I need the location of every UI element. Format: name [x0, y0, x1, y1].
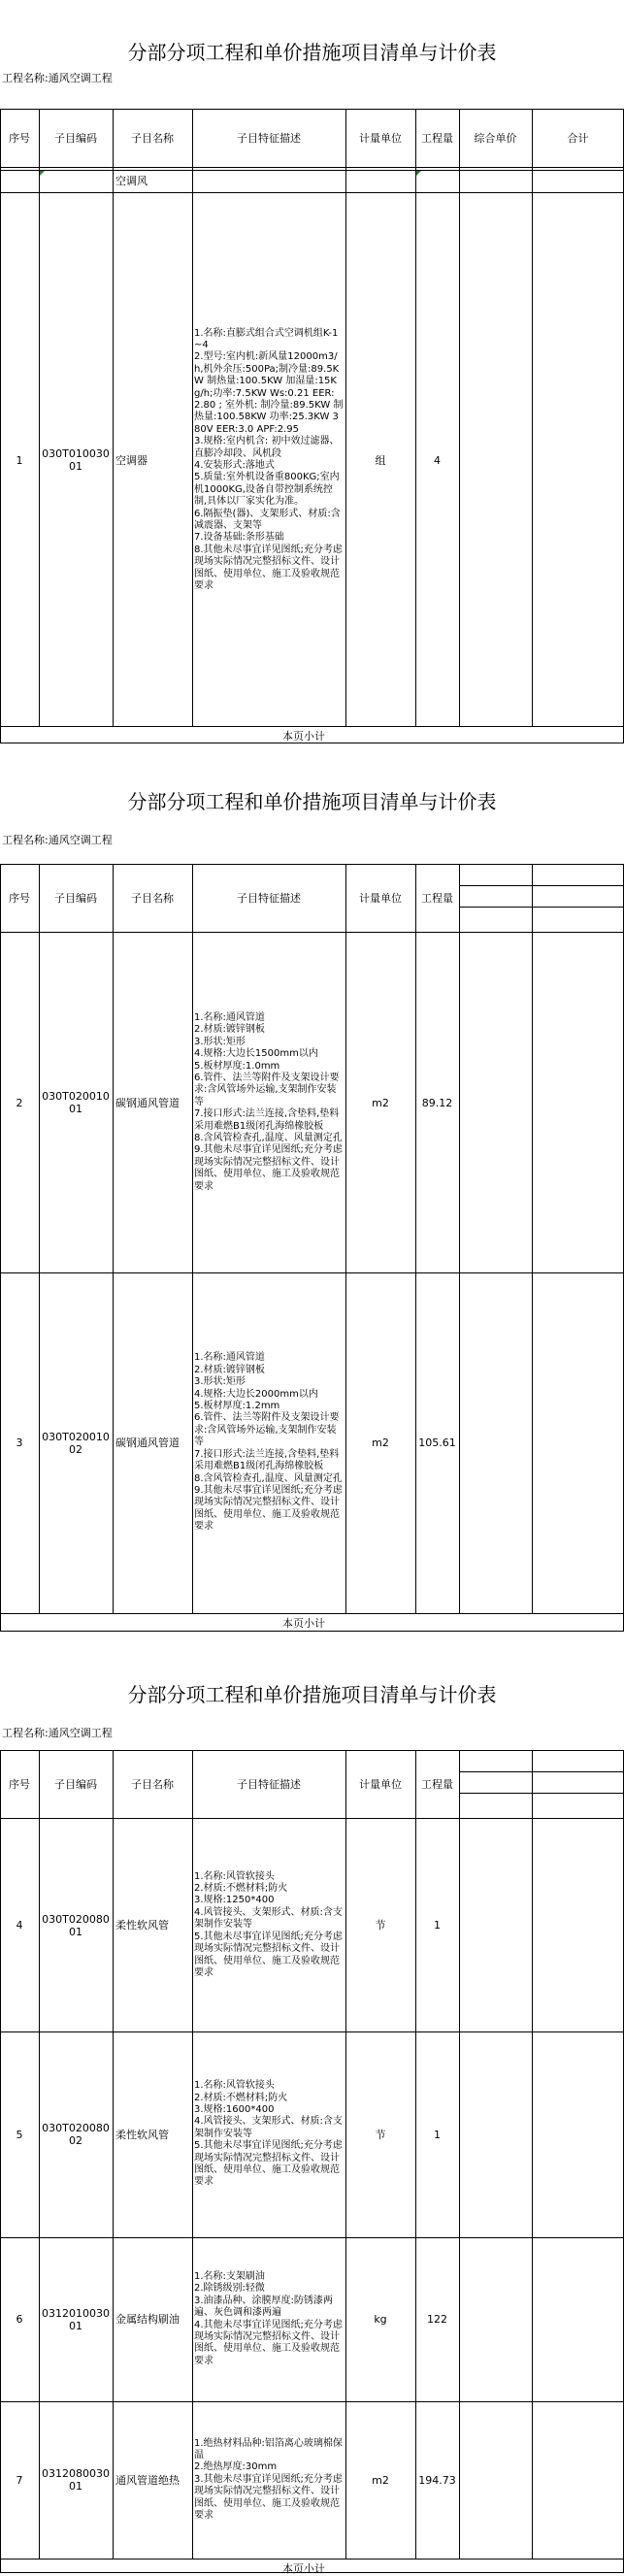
row-seq-text: 3	[16, 1437, 23, 1449]
item-name-text: 空调器	[115, 453, 148, 467]
header-seq: 序号	[9, 131, 30, 145]
row-seq	[0, 1819, 39, 2031]
item-unit	[345, 2237, 415, 2401]
item-description-text: 1.名称:通风管道 2.材质:镀锌钢板 3.形状:矩形 4.规格:大边长1500mm以内 5.板材厚度:1.0mm 6.管件、法兰等附件及支架设计要求:含风管场外运输,支架制作安装等 7.接口形式:法兰连接,含垫料,垫料采用难燃B1级闭孔海绵橡胶板 8.含风管检查孔,温度、风量测定孔 9.其他未尽事宜详见图纸;充分考虑现场实际情况完整招标文件、设计图纸、使用单位、施工及验收规范要求	[194, 1011, 343, 1192]
column-line	[532, 109, 533, 726]
column-line	[459, 1750, 460, 2559]
item-description	[192, 933, 345, 1272]
column-line	[192, 864, 193, 1613]
header-seq: 序号	[9, 1777, 30, 1791]
item-quantity	[415, 1819, 459, 2031]
item-description	[192, 1272, 345, 1613]
item-code-text: 030T02008002	[42, 2122, 110, 2147]
item-description	[192, 2237, 345, 2401]
item-unit-text: m2	[372, 2473, 389, 2487]
section-top-line	[0, 170, 624, 171]
row-seq	[0, 2031, 39, 2237]
header-bottom-line	[0, 167, 624, 168]
item-description	[192, 1819, 345, 2031]
row-seq	[0, 1272, 39, 1613]
column-line	[415, 109, 416, 726]
header-code: 子目编码	[54, 1777, 97, 1791]
item-code-text: 030T02008001	[42, 1912, 110, 1938]
row-seq-text: 2	[16, 1096, 23, 1109]
column-line	[345, 1750, 346, 2559]
row-seq	[0, 2401, 39, 2559]
project-label: 工程名称:	[2, 834, 49, 846]
header-seq: 序号	[9, 891, 30, 905]
item-quantity-text: 105.61	[418, 1437, 456, 1449]
page-title: 分部分项工程和单价措施项目清单与计价表	[127, 790, 497, 813]
cell-marker-icon	[416, 171, 421, 176]
header-name: 子目名称	[131, 891, 174, 905]
item-description	[192, 194, 345, 726]
column-line	[415, 1750, 416, 2559]
column-line	[192, 1750, 193, 2559]
project-name: 通风空调工程	[48, 72, 113, 84]
row-seq-text: 7	[16, 2473, 23, 2487]
item-name-text: 柔性软风管	[115, 2128, 169, 2141]
project-name-line	[2, 832, 113, 847]
header-code: 子目编码	[54, 131, 97, 145]
header-name: 子目名称	[131, 1777, 174, 1791]
header-total: 合计	[567, 131, 589, 145]
item-unit	[345, 194, 415, 726]
project-label: 工程名称:	[2, 1727, 49, 1739]
page-title: 分部分项工程和单价措施项目清单与计价表	[127, 1683, 497, 1706]
item-description-text: 1.名称:支架刷油 2.除锈级别:轻微 3.油漆品种、涂膜厚度:防锈漆两遍、灰色调和漆两遍 4.其他未尽事宜详见图纸;充分考虑现场实际情况完整招标文件、设计图纸、使用单位、施工及验收规范要求	[194, 2270, 343, 2366]
column-line	[532, 864, 533, 1613]
item-code	[39, 933, 113, 1272]
cell-marker-icon	[40, 171, 45, 176]
column-line	[459, 864, 460, 1613]
item-quantity	[415, 2401, 459, 2559]
column-line	[0, 726, 1, 743]
item-quantity	[415, 933, 459, 1272]
item-name-text: 通风管道绝热	[115, 2473, 180, 2487]
header-desc: 子目特征描述	[237, 131, 301, 145]
section-label: 空调风	[115, 175, 148, 187]
header-unit: 计量单位	[359, 131, 402, 145]
section-bottom-line	[0, 192, 624, 193]
column-line	[0, 864, 1, 1613]
column-line	[0, 2559, 1, 2572]
item-unit-text: 节	[375, 1919, 386, 1932]
item-quantity	[415, 2031, 459, 2237]
subtotal-bottom-line	[0, 1631, 624, 1632]
item-code	[39, 2237, 113, 2401]
header-split-line	[459, 1771, 624, 1772]
item-description-text: 1.名称:通风管道 2.材质:镀锌钢板 3.形状:矩形 4.规格:大边长2000mm以内 5.板材厚度:1.2mm 6.管件、法兰等附件及支架设计要求:含风管场外运输,支架制作安装等 7.接口形式:法兰连接,含垫料,垫料采用难燃B1级闭孔海绵橡胶板 8.含风管检查孔,温度、风量测定孔 9.其他未尽事宜详见图纸;充分考虑现场实际情况完整招标文件、设计图纸、使用单位、施工及验收规范要求	[194, 1352, 343, 1533]
item-quantity-text: 194.73	[418, 2473, 456, 2487]
item-unit	[345, 2401, 415, 2559]
column-line	[0, 1750, 1, 2559]
item-code-text: 030T01003001	[42, 447, 110, 473]
item-code	[39, 2031, 113, 2237]
header-desc: 子目特征描述	[237, 1777, 301, 1791]
item-quantity-text: 1	[434, 1919, 441, 1932]
column-line	[415, 864, 416, 1613]
column-line	[0, 1613, 1, 1631]
header-split-line	[459, 1793, 624, 1794]
item-quantity	[415, 2237, 459, 2401]
header-unit-price: 综合单价	[474, 131, 517, 145]
item-name	[113, 933, 192, 1272]
item-code-text: 031201003001	[42, 2306, 110, 2332]
item-unit	[345, 1819, 415, 2031]
item-description-text: 1.名称:直膨式组合式空调机组K-1~4 2.型号:室内机:新风量12000m3/h,机外余压:500Pa;制冷量:89.5KW 制热量:100.5KW 加湿量:15Kg/h;功率:7.5KW Ws:0.21 EER:2.80 ; 室外机: 制冷量:89.5KW 制热量:100.58KW 功率:25.3KW 380V EER:3.0 APF:2.95 3.规格:室内机含: 初中效过滤器、直膨冷却段、风机段 4.安装形式:落地式 5.质量:室外机设备重800KG;室内机1000KG,设备自带控制系统控制,具体以厂家实化为准。 6.隔振垫(器)、支架形式、材质:含减震器、支架等 7.设备基础:条形基础 8.其他未尽事宜详见图纸;充分考虑现场实际情况完整招标文件、设计图纸、使用单位、施工及验收规范要求	[194, 327, 344, 592]
item-name	[113, 1272, 192, 1613]
project-name: 通风空调工程	[48, 1727, 113, 1739]
header-desc: 子目特征描述	[237, 891, 301, 905]
item-name-text: 柔性软风管	[115, 1919, 169, 1932]
header-unit: 计量单位	[359, 891, 402, 905]
column-line	[113, 109, 114, 726]
item-name	[113, 2031, 192, 2237]
item-name	[113, 1819, 192, 2031]
item-code	[39, 1819, 113, 2031]
item-code-text: 031208003001	[42, 2467, 110, 2493]
column-line	[39, 109, 40, 726]
row-seq-text: 5	[16, 2128, 23, 2141]
column-line	[459, 109, 460, 726]
row-separator	[0, 726, 624, 727]
item-quantity	[415, 1272, 459, 1613]
item-quantity-text: 1	[434, 2128, 441, 2141]
item-unit-text: 节	[375, 2128, 386, 2141]
column-line	[113, 864, 114, 1613]
item-name	[113, 2401, 192, 2559]
item-name	[113, 2237, 192, 2401]
item-code	[39, 1272, 113, 1613]
page-subtotal-label: 本页小计	[282, 1617, 325, 1630]
item-quantity-text: 89.12	[421, 1096, 453, 1109]
header-split-line	[459, 907, 624, 908]
item-name-text: 金属结构刷油	[115, 2313, 180, 2326]
item-description-text: 1.绝热材料品种:铝箔离心玻璃棉保温 2.绝热厚度:30mm 3.其他未尽事宜详见图纸;充分考虑现场实际情况完整招标文件、设计图纸、使用单位、施工及验收规范要求	[194, 2437, 343, 2522]
column-line	[113, 1750, 114, 2559]
header-unit: 计量单位	[359, 1777, 402, 1791]
item-unit-text: 组	[375, 453, 386, 467]
item-unit	[345, 1272, 415, 1613]
page-title: 分部分项工程和单价措施项目清单与计价表	[127, 41, 497, 64]
column-line	[532, 1750, 533, 2559]
item-quantity-text: 4	[434, 453, 441, 467]
column-line	[345, 109, 346, 726]
item-description	[192, 2401, 345, 2559]
item-description-text: 1.名称:风管软接头 2.材质:不燃材料;防火 3.规格:1250*400 4.风管接头、支架形式、材质:含支架制作安装等 5.其他未尽事宜详见图纸;充分考虑现场实际情况完整招标文件、设计图纸、使用单位、施工及验收规范要求	[194, 1870, 343, 1978]
item-quantity-text: 122	[427, 2313, 447, 2326]
header-split-line	[459, 885, 624, 886]
item-code	[39, 194, 113, 726]
column-line	[39, 864, 40, 1613]
project-name-line	[2, 1725, 113, 1740]
item-unit	[345, 2031, 415, 2237]
column-line	[192, 109, 193, 726]
row-seq	[0, 194, 39, 726]
row-seq	[0, 2237, 39, 2401]
header-qty: 工程量	[421, 131, 453, 145]
item-unit	[345, 933, 415, 1272]
item-unit-text: m2	[372, 1437, 389, 1449]
item-name-text: 碳钢通风管道	[115, 1096, 180, 1109]
row-seq-text: 6	[16, 2313, 23, 2326]
row-separator	[0, 1613, 624, 1614]
project-label: 工程名称:	[2, 72, 49, 84]
item-quantity	[415, 194, 459, 726]
item-code-text: 030T02001002	[42, 1430, 110, 1456]
item-name-text: 碳钢通风管道	[115, 1437, 180, 1449]
header-qty: 工程量	[421, 891, 453, 905]
row-seq-text: 1	[16, 453, 23, 467]
column-line	[345, 864, 346, 1613]
item-code	[39, 2401, 113, 2559]
row-seq-text: 4	[16, 1919, 23, 1932]
column-line	[39, 1750, 40, 2559]
item-description-text: 1.名称:风管软接头 2.材质:不燃材料;防火 3.规格:1600*400 4.风管接头、支架形式、材质:含支架制作安装等 5.其他未尽事宜详见图纸;充分考虑现场实际情况完整招标文件、设计图纸、使用单位、施工及验收规范要求	[194, 2080, 343, 2188]
header-name: 子目名称	[131, 131, 174, 145]
item-unit-text: m2	[372, 1096, 389, 1109]
item-code-text: 030T02001001	[42, 1090, 110, 1115]
project-name-line	[2, 70, 113, 85]
item-description	[192, 2031, 345, 2237]
page-subtotal-label: 本页小计	[282, 2562, 325, 2575]
header-qty: 工程量	[421, 1777, 453, 1791]
column-line	[0, 109, 1, 726]
item-unit-text: kg	[374, 2313, 387, 2326]
page-subtotal-label: 本页小计	[282, 730, 325, 743]
header-code: 子目编码	[54, 891, 97, 905]
item-name	[113, 194, 192, 726]
project-name: 通风空调工程	[48, 834, 113, 846]
row-seq	[0, 933, 39, 1272]
